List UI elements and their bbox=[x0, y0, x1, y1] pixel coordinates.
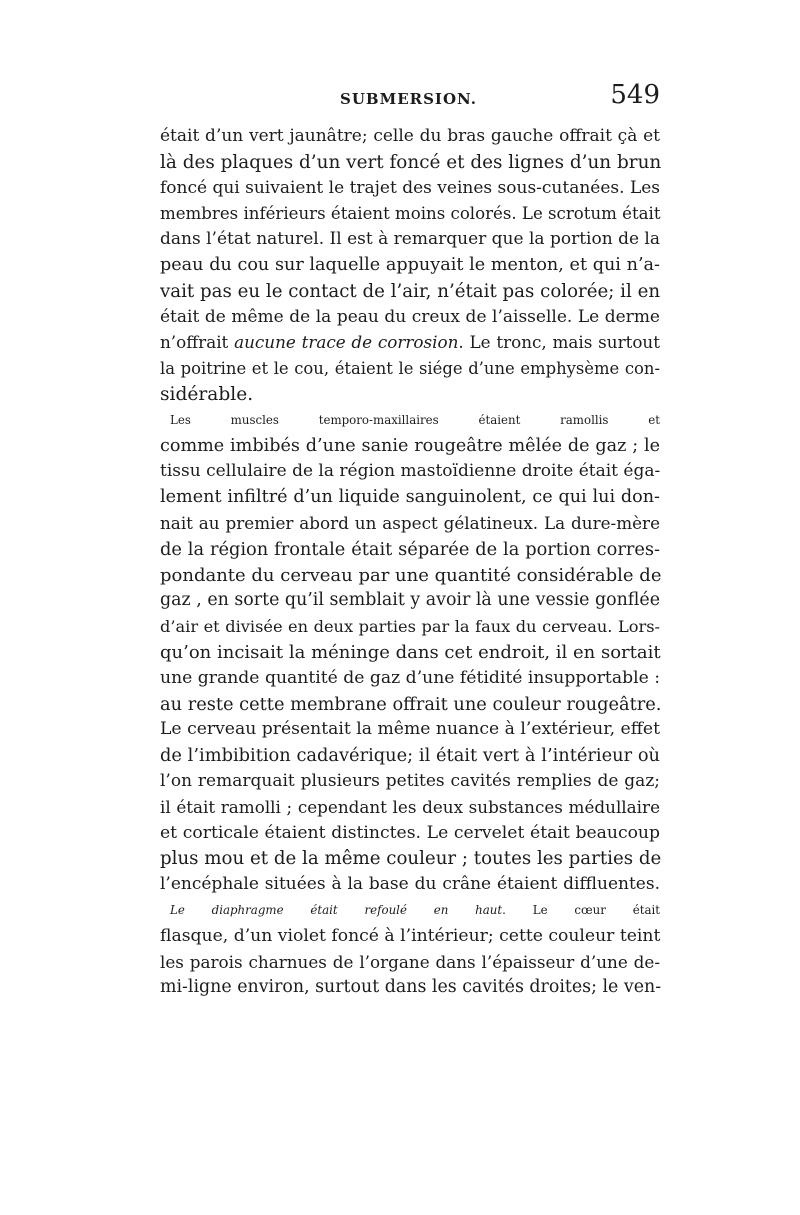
text-line: peau du cou sur laquelle appuyait le menton, et qui n’a- bbox=[160, 254, 660, 275]
text-line: comme imbibés d’une sanie rougeâtre mêlée de gaz ; le bbox=[160, 435, 660, 456]
text-line: gaz , en sorte qu’il semblait y avoir là une vessie gonflée bbox=[160, 590, 660, 611]
running-title: SUBMERSION. bbox=[340, 90, 477, 108]
text-line: foncé qui suivaient le trajet des veines sous-cutanées. Les bbox=[160, 177, 661, 198]
body-text bbox=[160, 124, 660, 1001]
text-line: vait pas eu le contact de l’air, n’était pas colorée; il en bbox=[160, 280, 661, 302]
text-line: sidérable. bbox=[160, 383, 254, 405]
text-line: de la région frontale était séparée de la portion corres- bbox=[160, 538, 660, 560]
text-line: il était ramolli ; cependant les deux substances médullaire bbox=[160, 796, 660, 817]
text-line: la poitrine et le cou, étaient le siége d’une emphysème con- bbox=[160, 359, 660, 379]
page-header bbox=[160, 78, 660, 118]
text-line: là des plaques d’un vert foncé et des lignes d’un brun bbox=[160, 151, 662, 173]
text-line: de l’imbibition cadavérique; il était vert à l’intérieur où bbox=[160, 745, 660, 767]
text-line: l’encéphale situées à la base du crâne étaient diffluentes. bbox=[160, 874, 660, 895]
text-line: flasque, d’un violet foncé à l’intérieur; cette couleur teint bbox=[160, 925, 661, 946]
text-line: qu’on incisait la méninge dans cet endroit, il en sortait bbox=[160, 641, 661, 663]
text-segment: n’offrait bbox=[160, 332, 235, 353]
text-line: était de même de la peau du creux de l’aisselle. Le derme bbox=[160, 306, 660, 327]
text-line: pondante du cerveau par une quantité considérable de bbox=[160, 564, 662, 586]
text-line: d’air et divisée en deux parties par la faux du cerveau. Lors- bbox=[160, 617, 660, 637]
text-line bbox=[160, 898, 660, 924]
text-line: l’on remarquait plusieurs petites cavités remplies de gaz; bbox=[160, 770, 660, 791]
italic-phrase: aucune trace de corrosion bbox=[234, 332, 459, 353]
text-line: les parois charnues de l’organe dans l’épaisseur d’une de- bbox=[160, 951, 660, 972]
text-line: et corticale étaient distinctes. Le cervelet était beaucoup bbox=[160, 822, 660, 843]
text-line: membres inférieurs étaient moins colorés. Le scrotum était bbox=[160, 204, 661, 224]
text-line bbox=[160, 330, 660, 356]
text-line: était d’un vert jaunâtre; celle du bras gauche offrait çà et bbox=[160, 126, 660, 146]
text-line: au reste cette membrane offrait une couleur rougeâtre. bbox=[160, 693, 662, 715]
text-line: Les muscles temporo-maxillaires étaient ramollis et bbox=[170, 412, 660, 427]
text-line: Le cerveau présentait la même nuance à l’extérieur, effet bbox=[160, 719, 660, 740]
text-line: plus mou et de la même couleur ; toutes les parties de bbox=[160, 848, 662, 870]
text-line: nait au premier abord un aspect gélatineux. La dure-mère bbox=[160, 512, 660, 533]
text-line: une grande quantité de gaz d’une fétidité insupportable : bbox=[160, 667, 661, 688]
text-line: mi-ligne environ, surtout dans les cavités droites; le ven- bbox=[160, 977, 662, 998]
page-number: 549 bbox=[610, 80, 660, 110]
text-line: tissu cellulaire de la région mastoïdienne droite était éga- bbox=[160, 461, 661, 482]
text-segment: . Le cœur était bbox=[502, 902, 661, 917]
italic-phrase: Le diaphragme était refoulé en haut bbox=[170, 902, 503, 917]
text-segment: . Le tronc, mais surtout bbox=[458, 332, 660, 353]
text-line: dans l’état naturel. Il est à remarquer que la portion de la bbox=[160, 229, 660, 250]
text-line: lement infiltré d’un liquide sanguinolent, ce qui lui don- bbox=[160, 487, 660, 508]
